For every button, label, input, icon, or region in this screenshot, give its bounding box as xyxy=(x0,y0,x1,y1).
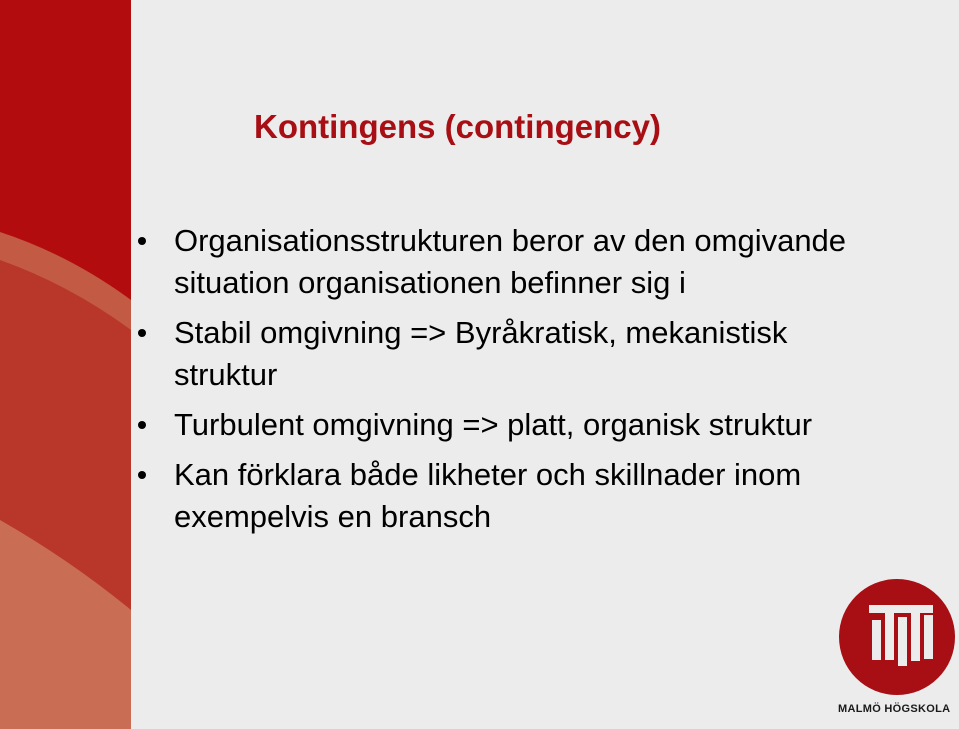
bullet-marker xyxy=(138,471,146,479)
bullet-marker xyxy=(138,237,146,245)
bullet-item xyxy=(136,220,886,304)
bullet-text: Organisationsstrukturen beror av den omgivande situation organisationen befinner sig i xyxy=(174,223,847,300)
bullet-marker xyxy=(138,421,146,429)
bullet-item xyxy=(136,312,886,396)
bullet-text: Turbulent omgivning => platt, organisk struktur xyxy=(174,407,813,442)
bullet-text: Kan förklara både likheter och skillnader inom exempelvis en bransch xyxy=(174,457,802,534)
bullet-item xyxy=(136,454,886,538)
bullet-text: Stabil omgivning => Byråkratisk, mekanistisk struktur xyxy=(174,315,788,392)
bullet-marker xyxy=(138,329,146,337)
bullet-list xyxy=(136,220,886,546)
slide-title: Kontingens (contingency) xyxy=(254,108,661,145)
bullet-item xyxy=(136,404,886,446)
logo-text: MALMÖ HÖGSKOLA xyxy=(838,703,951,715)
decorative-sidebar xyxy=(0,0,131,729)
